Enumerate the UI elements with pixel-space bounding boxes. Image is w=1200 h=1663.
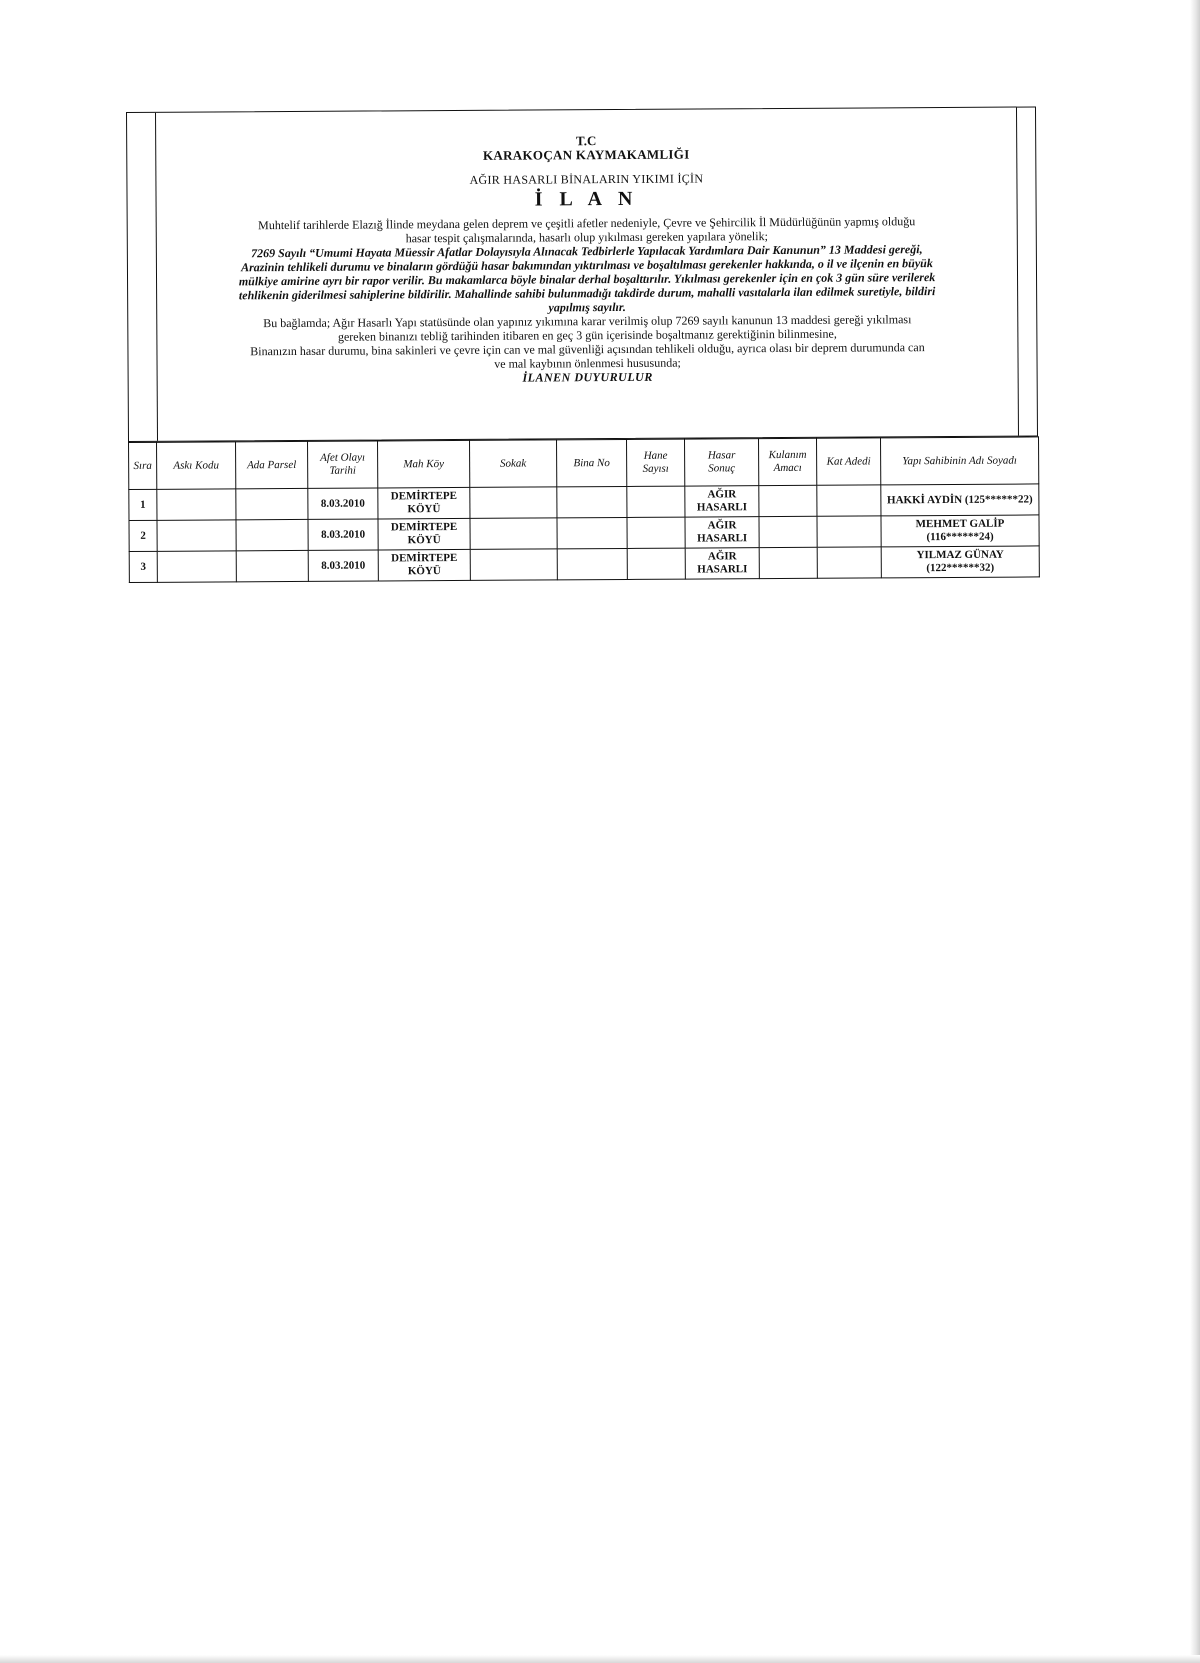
box-inner-line-right: [1016, 108, 1019, 436]
notice-content: [157, 132, 1017, 387]
header-afet-olayi-line-1: Afet Olayı: [320, 451, 366, 464]
header-hasar-line-1: Hasar: [707, 449, 736, 462]
cell-mah-koy-line-2: KÖYÜ: [407, 534, 441, 547]
cell-sira: 1: [129, 489, 157, 520]
cell-bina-no: [557, 517, 627, 548]
notice-sheet: [126, 106, 1039, 583]
header-kullanim-amaci: [759, 438, 817, 485]
cell-hasar-line-1: AĞIR: [707, 488, 737, 501]
paragraph-4-line-2: ve mal kaybının önlenmesi hususunda;: [494, 355, 681, 371]
header-mah-koy: Mah Köy: [378, 440, 470, 488]
paragraph-2-line-1: 7269 Sayılı “Umumi Hayata Müessir Afatlar Dolayısıyla Alınacak Tedbirlerle Yapılacak Yardımlara Dair Kanunun” 13 Maddesi gereği,: [251, 242, 923, 261]
cell-ada-parsel: [236, 488, 308, 519]
cell-mah-koy-line-1: DEMİRTEPE: [391, 551, 458, 565]
cell-bina-no: [557, 486, 627, 517]
cell-mah-koy-line-1: DEMİRTEPE: [390, 520, 458, 534]
cell-bina-no: [557, 548, 627, 579]
header-hane-line-1: Hane: [643, 449, 668, 462]
cell-mah-koy-line-1: DEMİRTEPE: [390, 489, 457, 503]
cell-kat-adedi: [817, 547, 881, 578]
header-bina-no: Bina No: [557, 439, 627, 486]
header-afet-olayi-line-2: Tarihi: [329, 464, 356, 477]
cell-sahip-line-1: MEHMET GALİP: [915, 517, 1005, 531]
cell-mah-koy: [378, 487, 470, 519]
cell-sahip-line-1: HAKKİ AYDİN (125******22): [887, 492, 1033, 506]
cell-sahip-line-2: (122******32): [926, 561, 995, 575]
cell-kullanim: [759, 547, 817, 578]
header-kat-adedi: Kat Adedi: [817, 438, 881, 485]
header-yapi-sahibi: Yapı Sahibinin Adı Soyadı: [881, 437, 1039, 485]
cell-mah-koy: [378, 549, 470, 581]
header-ada-parsel: Ada Parsel: [236, 441, 308, 488]
header-aski-kodu: Askı Kodu: [157, 442, 236, 489]
cell-aski-kodu: [157, 551, 236, 582]
scan-edge-right: [1190, 0, 1200, 1663]
table-row: [129, 546, 1039, 583]
cell-hasar: [685, 486, 759, 517]
header-hasar-sonuc: [685, 439, 759, 486]
paragraph-3-line-1: Bu bağlamda; Ağır Hasarlı Yapı statüsünde olan yapınız yıkımına karar verilmiş olup 7269 sayılı kanunun 13 maddesi gereği yıkılması: [263, 312, 912, 331]
paragraph-1-line-1: Muhtelif tarihlerde Elazığ İlinde meydana gelen deprem ve çeşitli afetler nedeniyle, Çevre ve Şehircilik İl Müdürlüğünün yapmış olduğu: [258, 214, 916, 233]
header-kullanim-line-1: Kulanım: [768, 448, 807, 462]
cell-hasar: [685, 548, 759, 579]
header-hane-sayisi: [627, 439, 685, 486]
cell-sira: 2: [129, 520, 157, 551]
cell-yapi-sahibi: [881, 484, 1039, 516]
cell-mah-koy-line-2: KÖYÜ: [407, 565, 441, 578]
cell-sokak: [470, 487, 557, 519]
cell-ada-parsel: [236, 550, 308, 581]
table-header-row: [129, 437, 1039, 490]
cell-hasar: [685, 517, 759, 548]
cell-tarih: 8.03.2010: [308, 550, 378, 581]
cell-sahip-line-2: (116******24): [926, 530, 994, 544]
notice-box: [126, 106, 1038, 442]
cell-mah-koy: [378, 518, 470, 550]
notice-title: İ L A N: [534, 187, 639, 211]
cell-sokak: [470, 518, 557, 550]
cell-kullanim: [759, 485, 817, 516]
cell-ada-parsel: [236, 519, 308, 550]
cell-hane: [627, 486, 685, 517]
paragraph-2-line-2: Arazinin tehlikeli durumu ve binaların gördüğü hasar bakımından yıktırılması ve boşaltılması gerekenler hakkında, o il ve ilçenin en büyük: [241, 256, 933, 275]
header-sokak: Sokak: [470, 440, 557, 488]
cell-hasar-line-1: AĞIR: [707, 550, 737, 563]
header-sira: Sıra: [129, 442, 157, 489]
cell-hane: [627, 517, 685, 548]
cell-mah-koy-line-2: KÖYÜ: [407, 503, 441, 516]
scan-edge-bottom: [0, 1655, 1200, 1663]
header-hane-line-2: Sayısı: [642, 462, 669, 475]
cell-hasar-line-1: AĞIR: [707, 519, 737, 532]
cell-aski-kodu: [157, 520, 236, 551]
header-afet-olayi-tarihi: [308, 441, 378, 488]
buildings-table: [128, 436, 1040, 583]
cell-yapi-sahibi: [881, 546, 1039, 578]
cell-hane: [627, 548, 685, 579]
cell-sokak: [470, 549, 557, 581]
cell-sahip-line-1: YILMAZ GÜNAY: [916, 548, 1004, 562]
paragraph-1-line-2: hasar tespit çalışmalarında, hasarlı olup yıkılması gereken yapılara yönelik;: [405, 229, 768, 246]
paragraph-2-line-4: tehlikenin giderilmesi sahiplerine bildirilir. Mahallinde sahibi bulunmadığı takdirde durum, mahalli vasıtalarla ilan edilmek suretiyle, bildiri: [238, 284, 936, 303]
closing-statement: İLANEN DUYURULUR: [522, 369, 653, 385]
cell-kat-adedi: [817, 516, 881, 547]
cell-hasar-line-2: HASARLI: [696, 501, 748, 514]
cell-yapi-sahibi: [881, 515, 1039, 547]
cell-kat-adedi: [817, 485, 881, 516]
cell-hasar-line-2: HASARLI: [697, 563, 748, 576]
paragraph-4-line-1: Binanızın hasar durumu, bina sakinleri ve çevre için can ve mal güvenliği açısından tehlikeli olduğu, ayrıca olası bir deprem durumunda can: [250, 340, 925, 359]
paragraph-2-line-3: mülkiye amirine ayrı bir rapor verilir. Bu makamlarca böyle binalar derhal boşalttırılır. Yıkılması gerekenler için en çok 3 gün süre verilerek: [238, 270, 936, 289]
cell-tarih: 8.03.2010: [308, 488, 378, 519]
cell-aski-kodu: [157, 489, 236, 520]
paragraph-2-line-5: yapılmış sayılır.: [548, 299, 626, 315]
header-tc: T.C: [575, 133, 597, 149]
header-subtitle: AĞIR HASARLI BİNALARIN YIKIMI İÇİN: [469, 171, 704, 187]
header-hasar-line-2: Sonuç: [708, 462, 736, 475]
header-kaymakamlik: KARAKOÇAN KAYMAKAMLIĞI: [482, 146, 690, 163]
cell-sira: 3: [129, 551, 157, 582]
cell-kullanim: [759, 516, 817, 547]
header-kullanim-line-2: Amacı: [773, 461, 802, 475]
cell-tarih: 8.03.2010: [308, 519, 378, 550]
cell-hasar-line-2: HASARLI: [697, 532, 748, 545]
paragraph-3-line-2: gereken binanızı tebliğ tarihinden itibaren en geç 3 gün içerisinde boşaltmanız gerektiğinin bilinmesine,: [337, 326, 837, 344]
